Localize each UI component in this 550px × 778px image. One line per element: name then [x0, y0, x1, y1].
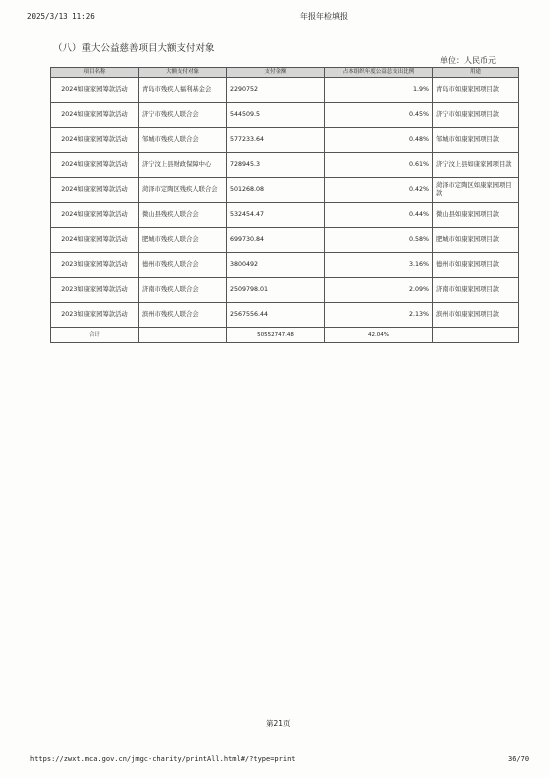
- amount-cell: 532454.47: [227, 203, 325, 228]
- purpose-cell: 邹城市如康家园项目款: [433, 128, 519, 153]
- purpose-cell: 菏泽市定陶区如康家园项目款: [433, 178, 519, 203]
- table-row: [51, 153, 519, 178]
- payee-cell: 邹城市残疾人联合会: [139, 128, 227, 153]
- print-timestamp: 2025/3/13 11:26: [27, 12, 95, 21]
- amount-cell: 2567556.44: [227, 303, 325, 328]
- print-url: https://zwxt.mca.gov.cn/jmgc-charity/printAll.html#/?type=print: [30, 755, 296, 763]
- section-title: （八）重大公益慈善项目大额支付对象: [53, 43, 215, 54]
- amount-cell: 699730.84: [227, 228, 325, 253]
- table-row: [51, 128, 519, 153]
- table-header-row: [51, 68, 519, 78]
- ratio-cell: 0.44%: [325, 203, 433, 228]
- total-amount: 50552747.48: [227, 328, 325, 343]
- table-row: [51, 303, 519, 328]
- table-row: [51, 78, 519, 103]
- purpose-cell: 青岛市如康家园项目款: [433, 78, 519, 103]
- purpose-cell: 济南市如康家园项目款: [433, 278, 519, 303]
- amount-cell: 577233.64: [227, 128, 325, 153]
- amount-cell: 2290752: [227, 78, 325, 103]
- project-name-cell: 2024如康家园筹款活动: [51, 128, 139, 153]
- payee-cell: 肥城市残疾人联合会: [139, 228, 227, 253]
- payee-cell: 青岛市残疾人福利基金会: [139, 78, 227, 103]
- ratio-cell: 0.61%: [325, 153, 433, 178]
- total-empty-cell: [433, 328, 519, 343]
- payee-cell: 济宁汶上县财政保障中心: [139, 153, 227, 178]
- table-row: [51, 178, 519, 203]
- ratio-cell: 2.09%: [325, 278, 433, 303]
- total-ratio: 42.04%: [325, 328, 433, 343]
- ratio-cell: 0.48%: [325, 128, 433, 153]
- project-name-cell: 2024如康家园筹款活动: [51, 228, 139, 253]
- purpose-cell: 济宁市如康家园项目款: [433, 103, 519, 128]
- ratio-cell: 0.45%: [325, 103, 433, 128]
- purpose-cell: 滨州市如康家园项目款: [433, 303, 519, 328]
- total-empty-cell: [139, 328, 227, 343]
- payee-cell: 菏泽市定陶区残疾人联合会: [139, 178, 227, 203]
- table-row: [51, 278, 519, 303]
- project-name-cell: 2024如康家园筹款活动: [51, 178, 139, 203]
- table-row: [51, 228, 519, 253]
- project-name-cell: 2023如康家园筹款活动: [51, 303, 139, 328]
- payee-cell: 济宁市残疾人联合会: [139, 103, 227, 128]
- project-name-cell: 2023如康家园筹款活动: [51, 278, 139, 303]
- column-header: 占本组织年度公益总支出比例: [325, 68, 433, 78]
- payee-cell: 微山县残疾人联合会: [139, 203, 227, 228]
- amount-cell: 2509798.01: [227, 278, 325, 303]
- amount-cell: 728945.3: [227, 153, 325, 178]
- ratio-cell: 2.13%: [325, 303, 433, 328]
- project-name-cell: 2024如康家园筹款活动: [51, 153, 139, 178]
- ratio-cell: 0.58%: [325, 228, 433, 253]
- table-row: [51, 203, 519, 228]
- page-header-title: 年报年检填报: [300, 12, 348, 21]
- purpose-cell: 济宁汶上县如康家园项目款: [433, 153, 519, 178]
- amount-cell: 501268.08: [227, 178, 325, 203]
- project-name-cell: 2023如康家园筹款活动: [51, 253, 139, 278]
- purpose-cell: 微山县如康家园项目款: [433, 203, 519, 228]
- column-header: 项目名称: [51, 68, 139, 78]
- table-row: [51, 253, 519, 278]
- project-name-cell: 2024如康家园筹款活动: [51, 203, 139, 228]
- total-label: 合计: [51, 328, 139, 343]
- table-row: [51, 103, 519, 128]
- ratio-cell: 1.9%: [325, 78, 433, 103]
- amount-cell: 3800492: [227, 253, 325, 278]
- purpose-cell: 德州市如康家园项目款: [433, 253, 519, 278]
- print-page-count: 36/70: [508, 755, 530, 763]
- payment-table: [50, 67, 519, 343]
- project-name-cell: 2024如康家园筹款活动: [51, 103, 139, 128]
- project-name-cell: 2024如康家园筹款活动: [51, 78, 139, 103]
- amount-cell: 544509.5: [227, 103, 325, 128]
- ratio-cell: 0.42%: [325, 178, 433, 203]
- column-header: 用途: [433, 68, 519, 78]
- payee-cell: 德州市残疾人联合会: [139, 253, 227, 278]
- purpose-cell: 肥城市如康家园项目款: [433, 228, 519, 253]
- column-header: 大额支付对象: [139, 68, 227, 78]
- currency-unit: 单位：人民币元: [440, 56, 496, 65]
- payee-cell: 济南市残疾人联合会: [139, 278, 227, 303]
- payee-cell: 滨州市残疾人联合会: [139, 303, 227, 328]
- column-header: 支付金额: [227, 68, 325, 78]
- ratio-cell: 3.16%: [325, 253, 433, 278]
- total-row: [51, 328, 519, 343]
- page-number: 第21页: [266, 719, 291, 728]
